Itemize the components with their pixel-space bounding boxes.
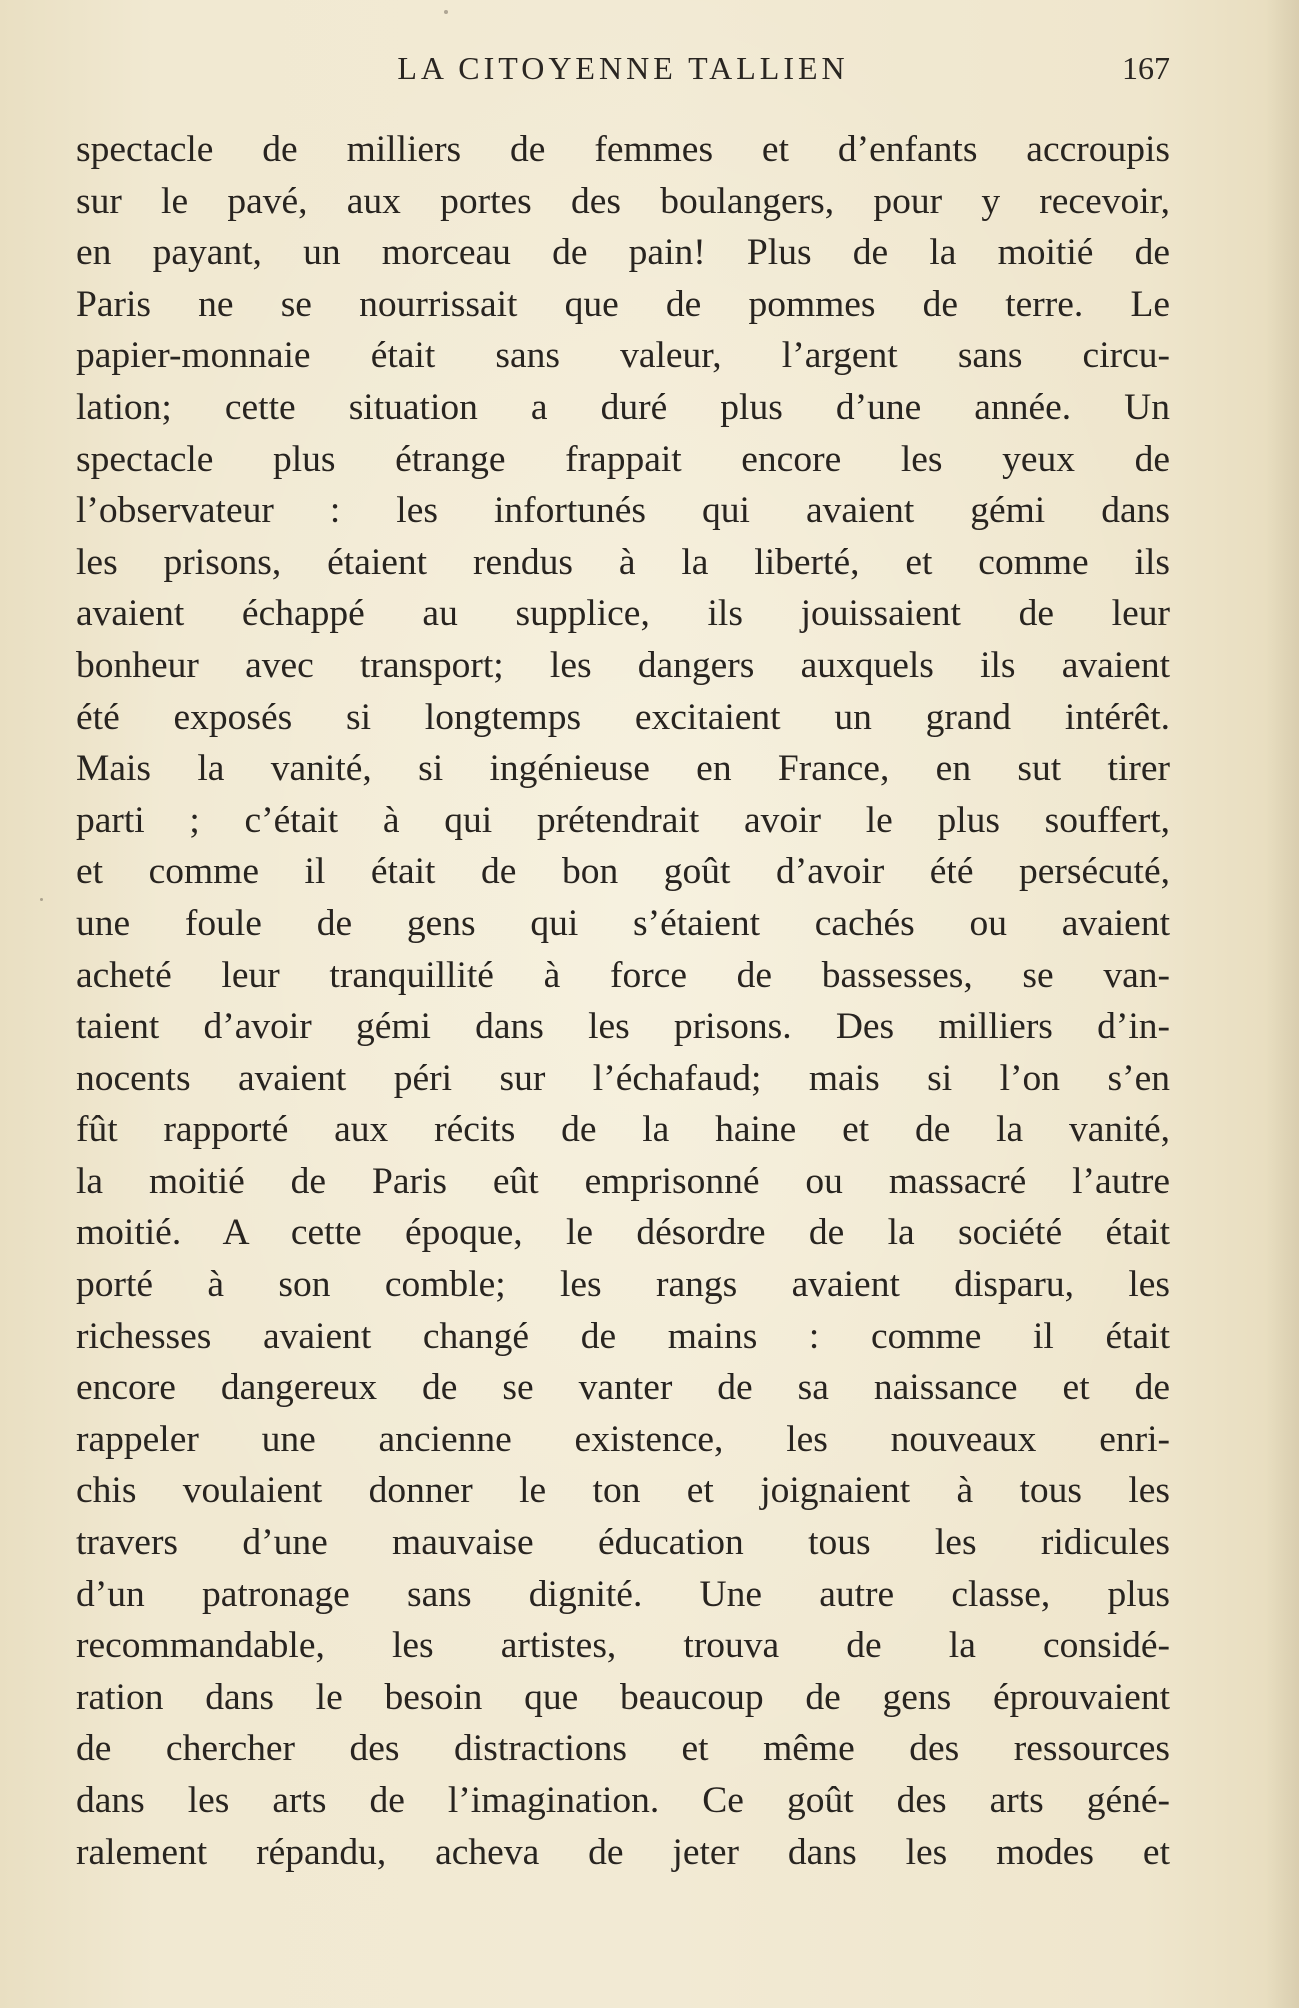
text-line: sur le pavé, aux portes des boulangers, pour y recevoir, bbox=[76, 180, 1170, 222]
text-line: avaient échappé au supplice, ils jouissaient de leur bbox=[76, 593, 1170, 635]
text-line: et comme il était de bon goût d’avoir été persécuté, bbox=[76, 851, 1170, 893]
text-line: taient d’avoir gémi dans les prisons. Des milliers d’in- bbox=[76, 1006, 1170, 1048]
text-line: Paris ne se nourrissait que de pommes de terre. Le bbox=[76, 283, 1170, 325]
text-line: lation; cette situation a duré plus d’une année. Un bbox=[76, 386, 1170, 428]
text-line: en payant, un morceau de pain! Plus de la moitié de bbox=[76, 232, 1170, 274]
text-line: une foule de gens qui s’étaient cachés ou avaient bbox=[76, 902, 1170, 944]
text-line: acheté leur tranquillité à force de bassesses, se van- bbox=[76, 954, 1170, 996]
text-line: fût rapporté aux récits de la haine et de la vanité, bbox=[76, 1109, 1170, 1151]
text-line: porté à son comble; les rangs avaient disparu, les bbox=[76, 1264, 1170, 1306]
text-line: d’un patronage sans dignité. Une autre classe, plus bbox=[76, 1573, 1170, 1615]
text-line: de chercher des distractions et même des ressources bbox=[76, 1728, 1170, 1770]
running-header bbox=[76, 46, 1170, 90]
text-line: dans les arts de l’imagination. Ce goût des arts géné- bbox=[76, 1780, 1170, 1821]
text-line: parti ; c’était à qui prétendrait avoir le plus souffert, bbox=[76, 799, 1170, 841]
text-line: été exposés si longtemps excitaient un grand intérêt. bbox=[76, 696, 1170, 738]
body-text bbox=[76, 124, 1170, 1878]
text-line: encore dangereux de se vanter de sa naissance et de bbox=[76, 1367, 1170, 1409]
text-line: ration dans le besoin que beaucoup de gens éprouvaient bbox=[76, 1676, 1170, 1718]
text-line: moitié. A cette époque, le désordre de la société était bbox=[76, 1212, 1170, 1254]
text-line: nocents avaient péri sur l’échafaud; mais si l’on s’en bbox=[76, 1057, 1170, 1099]
text-line: bonheur avec transport; les dangers auxquels ils avaient bbox=[76, 644, 1170, 686]
page-edge-shadow bbox=[1265, 0, 1299, 2008]
text-line: ralement répandu, acheva de jeter dans les modes et bbox=[76, 1831, 1170, 1873]
text-line: recommandable, les artistes, trouva de la considé- bbox=[76, 1625, 1170, 1667]
text-line: spectacle de milliers de femmes et d’enfants accroupis bbox=[76, 129, 1170, 170]
text-line: chis voulaient donner le ton et joignaient à tous les bbox=[76, 1470, 1170, 1512]
text-line: la moitié de Paris eût emprisonné ou massacré l’autre bbox=[76, 1160, 1170, 1202]
text-line: richesses avaient changé de mains : comme il était bbox=[76, 1315, 1170, 1357]
text-line: les prisons, étaient rendus à la liberté, et comme ils bbox=[76, 541, 1170, 583]
running-title: LA CITOYENNE TALLIEN bbox=[397, 50, 849, 86]
text-line: rappeler une ancienne existence, les nouveaux enri- bbox=[76, 1418, 1170, 1460]
page-number: 167 bbox=[1122, 50, 1170, 86]
text-line: spectacle plus étrange frappait encore les yeux de bbox=[76, 438, 1170, 480]
text-line: Mais la vanité, si ingénieuse en France, en sut tirer bbox=[76, 748, 1170, 790]
text-line: l’observateur : les infortunés qui avaient gémi dans bbox=[76, 490, 1170, 532]
paper-speck bbox=[444, 10, 448, 14]
paper-speck bbox=[40, 898, 43, 901]
text-line: papier-monnaie était sans valeur, l’argent sans circu- bbox=[76, 335, 1170, 377]
text-line: travers d’une mauvaise éducation tous les ridicules bbox=[76, 1522, 1170, 1564]
